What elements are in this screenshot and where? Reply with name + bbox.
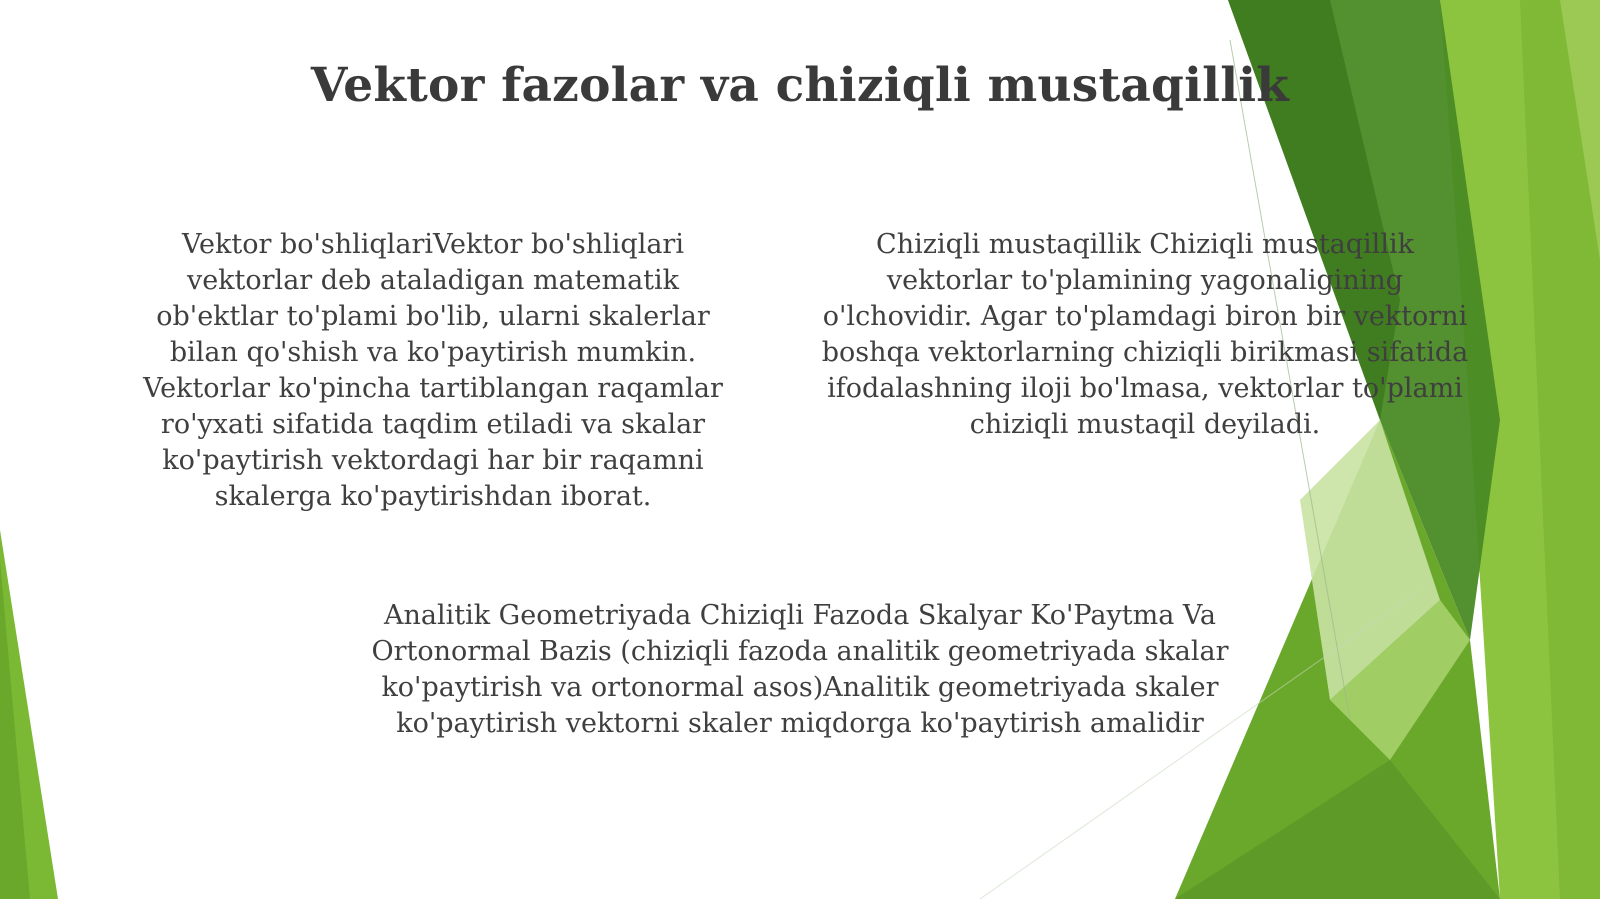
linear-independence-paragraph: Chiziqli mustaqillik Chiziqli mustaqillik vektorlar to'plamining yagonaligining o'lchovidir. Agar to'plamdagi biron bir vektorni boshqa vektorlarning chiziqli birikmasi sifatida ifodalashning iloji bo'lmasa, vektorlar to'plami chiziqli mustaqil deyiladi. bbox=[821, 229, 1469, 440]
vector-spaces-paragraph: Vektor bo'shliqlariVektor bo'shliqlari vektorlar deb ataladigan matematik ob'ektlar to'plami bo'lib, ularni skalerlar bilan qo'shish va ko'paytirish mumkin. Vektorlar ko'pincha tartiblangan raqamlar ro'yxati sifatida taqdim etiladi va skalar ko'paytirish vektordagi har bir raqamni skalerga ko'paytirishdan iborat. bbox=[143, 229, 723, 512]
slide-title: Vektor fazolar va chiziqli mustaqillik bbox=[310, 58, 1290, 113]
scalar-product-paragraph: Analitik Geometriyada Chiziqli Fazoda Skalyar Ko'Paytma Va Ortonormal Bazis (chiziqli fazoda analitik geometriyada skalar ko'paytirish va ortonormal asos)Analitik geometriyada skaler ko'paytirish vektorni skaler miqdorga ko'paytirish amalidir bbox=[371, 600, 1229, 739]
